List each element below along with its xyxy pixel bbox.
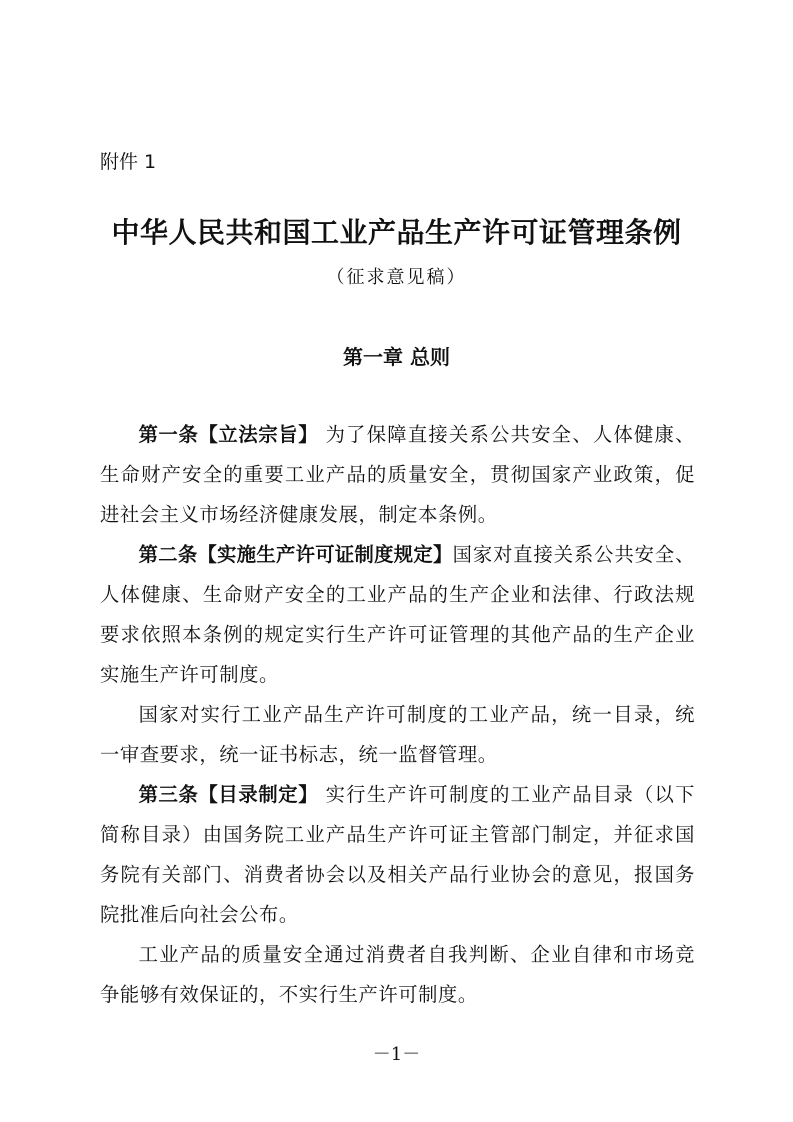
chapter-heading: 第一章 总则 [343,345,450,369]
document-title: 中华人民共和国工业产品生产许可证管理条例 [111,216,682,249]
article-2-paragraph-2 [100,695,695,775]
article-1 [100,415,695,535]
article-text: 为了保障直接关系公共安全、人体健康、生命财产安全的重要工业产品的质量安全，贯彻国家产业政策，促进社会主义市场经济健康发展，制定本条例。 [100,423,695,526]
page-number: －1－ [372,1044,421,1065]
article-3-paragraph-2 [100,935,695,1015]
article-text: 实行生产许可制度的工业产品目录（以下简称目录）由国务院工业产品生产许可证主管部门制定，并征求国务院有关部门、消费者协会以及相关产品行业协会的意见，报国务院批准后向社会公布。 [100,783,695,926]
document-body [100,415,695,1015]
article-3 [100,775,695,935]
article-heading: 第三条【目录制定】 [138,783,319,806]
article-heading: 第一条【立法宗旨】 [138,423,319,446]
document-subtitle: （征求意见稿） [326,267,467,288]
article-2 [100,535,695,695]
article-text: 工业产品的质量安全通过消费者自我判断、企业自律和市场竞争能够有效保证的，不实行生产许可制度。 [100,943,695,1006]
article-heading: 第二条【实施生产许可证制度规定】 [138,543,453,566]
article-text: 国家对直接关系公共安全、人体健康、生命财产安全的工业产品的生产企业和法律、行政法规要求依照本条例的规定实行生产许可证管理的其他产品的生产企业实施生产许可制度。 [100,543,695,686]
article-text: 国家对实行工业产品生产许可制度的工业产品，统一目录，统一审查要求，统一证书标志，统一监督管理。 [100,703,695,766]
attachment-label: 附件 1 [100,151,157,173]
